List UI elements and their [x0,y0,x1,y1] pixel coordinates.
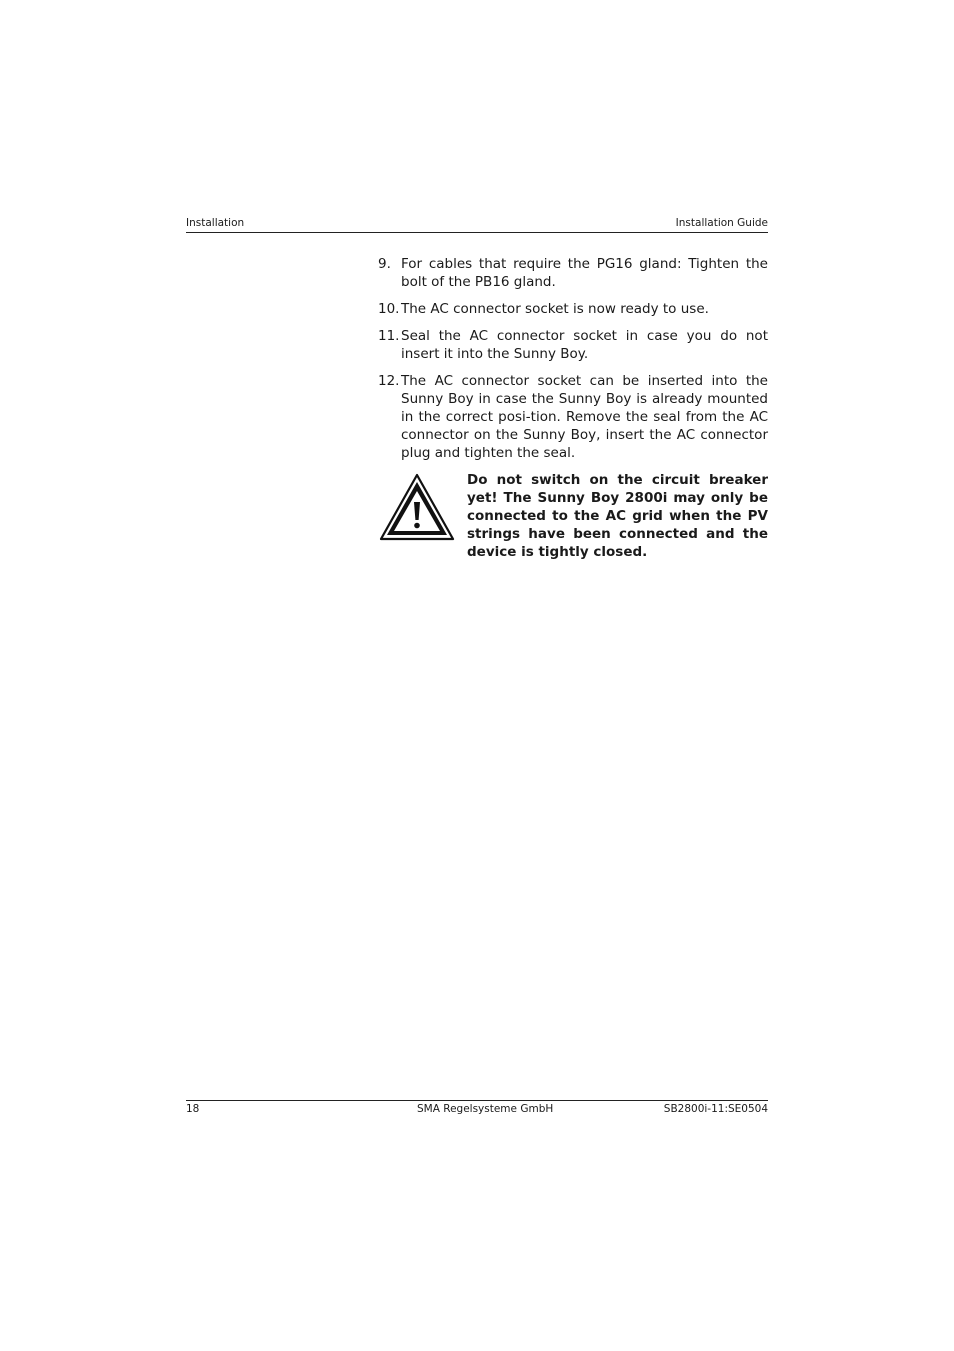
step-text: The AC connector socket is now ready to use. [401,301,709,317]
warning-notice [378,471,768,560]
step-item [378,372,768,462]
step-number: 12. [378,373,400,389]
header-document-title: Installation Guide [675,217,768,229]
instruction-list [378,255,768,560]
footer-company: SMA Regelsysteme GmbH [417,1103,554,1115]
step-text: For cables that require the PG16 gland: Tighten the bolt of the PB16 gland. [401,256,768,290]
warning-triangle-icon [379,473,455,541]
warning-text: Do not switch on the circuit breaker yet! The Sunny Boy 2800i may only be connected to the AC grid when the PV strings have been connected and the device is tightly closed. [467,472,768,560]
page-number: 18 [186,1103,200,1115]
step-item [378,255,768,291]
header-section-title: Installation [186,217,245,229]
page-header [186,217,768,233]
step-item [378,327,768,363]
page-footer [186,1100,768,1119]
footer-doc-code: SB2800i-11:SE0504 [663,1103,768,1115]
step-number: 10. [378,301,400,317]
step-item [378,300,768,318]
step-number: 11. [378,328,400,344]
step-text: The AC connector socket can be inserted into the Sunny Boy in case the Sunny Boy is already mounted in the correct posi-tion. Remove the seal from the AC connector on the Sunny Boy, insert the AC connector plug and tighten the seal. [401,373,768,461]
step-text: Seal the AC connector socket in case you do not insert it into the Sunny Boy. [401,328,768,362]
step-number: 9. [378,256,391,272]
